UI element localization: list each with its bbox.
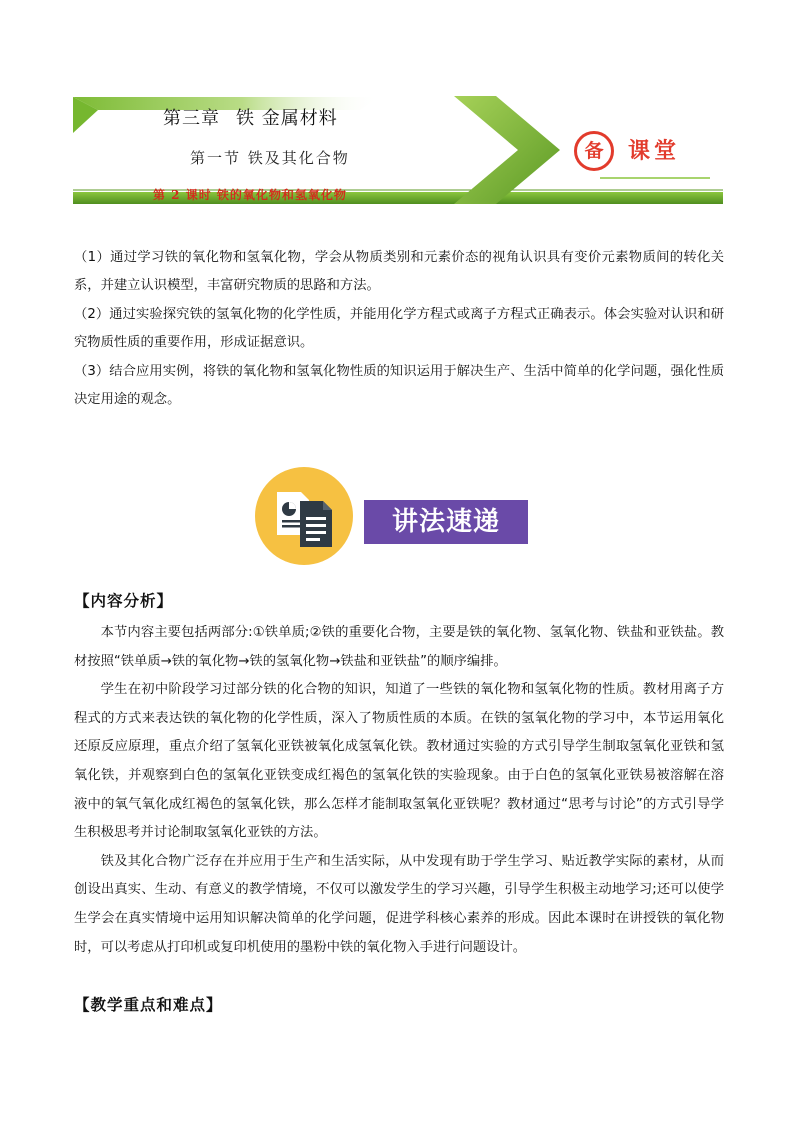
content-analysis-body: [74, 619, 724, 962]
section-title: 第一节 铁及其化合物: [190, 149, 350, 167]
banner-graphic: [0, 0, 793, 215]
content-analysis-heading: 【内容分析】: [74, 592, 174, 610]
learning-objectives: [74, 244, 724, 414]
header-banner: [0, 0, 793, 215]
lesson-title: 第 2 课时 铁的氧化物和氢氧化物: [153, 188, 347, 202]
chapter-label: 第三章: [163, 108, 220, 129]
objective-item: （2）通过实验探究铁的氢氧化物的化学性质，并能用化学方程式或离子方程式正确表示。体会实验对认识和研究物质性质的重要作用，形成证据意识。: [74, 306, 724, 351]
objective-item: （3）结合应用实例，将铁的氧化物和氢氧化物性质的知识运用于解决生产、生活中简单的化学问题，强化性质决定用途的观念。: [74, 363, 724, 408]
chevron-arrow: [454, 96, 560, 204]
document-icon: [255, 467, 353, 565]
method-label: 讲法速递: [364, 500, 528, 544]
paragraph: 学生在初中阶段学习过部分铁的化合物的知识，知道了一些铁的氧化物和氢氧化物的性质。教材用离子方程式的方式来表达铁的氧化物的化学性质，深入了物质性质的本质。在铁的氢氧化物的学习中，本节运用氧化还原反应原理，重点介绍了氢氧化亚铁被氧化成氢氧化铁。教材通过实验的方式引导学生制取氢氧化亚铁和氢氧化铁，并观察到白色的氢氧化亚铁变成红褐色的氢氧化铁的实验现象。由于白色的氢氧化亚铁易被溶解在溶液中的氧气氧化成红褐色的氢氧化铁，那么怎样才能制取氢氧化亚铁呢？教材通过“思考与讨论”的方式引导学生积极思考并讨论制取氢氧化亚铁的方法。: [74, 682, 724, 841]
prep-badge-icon: 备: [574, 131, 614, 171]
chapter-title: [163, 104, 338, 130]
paragraph: 铁及其化合物广泛存在并应用于生产和生活实际，从中发现有助于学生学习、贴近教学实际的素材，从而创设出真实、生动、有意义的教学情境，不仅可以激发学生的学习兴趣，引导学生积极主动地学习;还可以使学生学会在真实情境中运用知识解决简单的化学问题，促进学科核心素养的形成。因此本课时在讲授铁的氧化物时，可以考虑从打印机或复印机使用的墨粉中铁的氧化物入手进行问题设计。: [74, 853, 724, 955]
badge-text: 课堂: [628, 139, 681, 164]
key-points-heading: 【教学重点和难点】: [74, 996, 223, 1014]
chapter-name: 铁 金属材料: [236, 108, 338, 129]
paragraph: 本节内容主要包括两部分:①铁单质;②铁的重要化合物，主要是铁的氧化物、氢氧化物、铁盐和亚铁盐。教材按照“铁单质→铁的氧化物→铁的氢氧化物→铁盐和亚铁盐”的顺序编排。: [74, 625, 724, 669]
objective-item: （1）通过学习铁的氧化物和氢氧化物，学会从物质类别和元素价态的视角认识具有变价元素物质间的转化关系，并建立认识模型，丰富研究物质的思路和方法。: [74, 250, 724, 294]
